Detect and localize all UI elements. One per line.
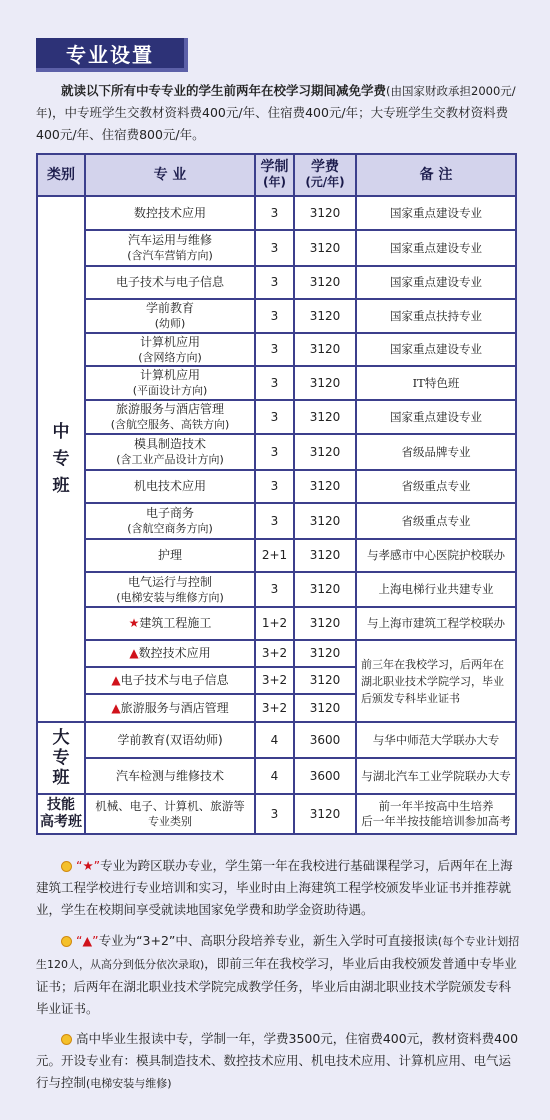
fee-cell: 3120 xyxy=(294,366,356,400)
header-category: 类别 xyxy=(37,154,85,196)
note-cell: 与湖北汽车工业学院联办大专 xyxy=(356,758,516,794)
major-name: 电子技术与电子信息 xyxy=(120,673,229,687)
major-name: 模具制造技术 xyxy=(133,437,206,451)
major-cell xyxy=(85,196,255,230)
fee-cell: 3120 xyxy=(294,299,356,333)
years-cell: 4 xyxy=(255,758,294,794)
years-cell: 3+2 xyxy=(255,640,294,667)
note-cell: 上海电梯行业共建专业 xyxy=(356,572,516,607)
years-cell: 4 xyxy=(255,722,294,758)
table-row xyxy=(37,640,516,667)
major-cell xyxy=(85,758,255,794)
note-cell: 国家重点建设专业 xyxy=(356,333,516,366)
merged-note-cell: 前三年在我校学习，后两年在湖北职业技术学院学习，毕业后颁发专科毕业证书 xyxy=(356,640,516,722)
major-name: 学前教育 xyxy=(145,301,194,315)
major-name: 旅游服务与酒店管理 xyxy=(115,402,224,416)
star-mark: “★” xyxy=(76,858,101,873)
major-name: 学前教育(双语幼师) xyxy=(117,732,223,747)
header-note: 备 注 xyxy=(356,154,516,196)
note-cell: 省级重点专业 xyxy=(356,503,516,539)
fee-cell: 3120 xyxy=(294,539,356,572)
mark-icon: ▲ xyxy=(129,646,139,660)
major-table xyxy=(36,153,517,835)
years-cell: 3 xyxy=(255,503,294,539)
major-cell xyxy=(85,366,255,400)
table-row xyxy=(37,758,516,794)
fee-cell: 3120 xyxy=(294,607,356,640)
years-cell: 3 xyxy=(255,794,294,834)
years-cell: 3 xyxy=(255,266,294,299)
table-row xyxy=(37,333,516,366)
note-cell: 与上海市建筑工程学校联办 xyxy=(356,607,516,640)
intro-small: (由国家财政承担2000元/年) xyxy=(36,84,516,120)
table-row xyxy=(37,470,516,503)
note-cell: 国家重点建设专业 xyxy=(356,400,516,434)
note-cell: IT特色班 xyxy=(356,366,516,400)
fee-cell: 3120 xyxy=(294,470,356,503)
note-cell: 国家重点建设专业 xyxy=(356,196,516,230)
major-name: 计算机应用 xyxy=(139,334,200,349)
note-cell: 与孝感市中心医院护校联办 xyxy=(356,539,516,572)
major-cell xyxy=(85,794,255,834)
major-sub: (平面设计方向) xyxy=(132,384,208,397)
bullet-icon xyxy=(61,936,72,947)
fee-cell: 3120 xyxy=(294,572,356,607)
table-row xyxy=(37,572,516,607)
major-name: 计算机应用 xyxy=(139,368,200,382)
years-cell: 3 xyxy=(255,299,294,333)
fee-cell: 3120 xyxy=(294,266,356,299)
note-cell: 省级品牌专业 xyxy=(356,434,516,470)
major-cell xyxy=(85,722,255,758)
table-row xyxy=(37,266,516,299)
category-dazhuan: 大 专 班 xyxy=(37,722,85,794)
years-cell: 3 xyxy=(255,366,294,400)
note-cell: 省级重点专业 xyxy=(356,470,516,503)
fee-cell: 3120 xyxy=(294,640,356,667)
major-sub: (电梯安装与维修方向) xyxy=(116,590,224,604)
major-cell xyxy=(85,607,255,640)
category-jineng: 技能 高考班 xyxy=(37,794,85,834)
major-sub: (含网络方向) xyxy=(138,350,202,364)
major-name: 旅游服务与酒店管理 xyxy=(120,700,229,715)
table-row xyxy=(37,400,516,434)
major-cell xyxy=(85,333,255,366)
bullet-icon xyxy=(61,861,72,872)
note-cell: 国家重点扶持专业 xyxy=(356,299,516,333)
star-text: 专业为跨区联办专业，学生第一年在我校进行基础课程学习，后两年在上海建筑工程学校进行专业培训和实习，毕业时由上海建筑工程学校颁发毕业证书并推荐就业，学生在校期间享受就读地国家免学费和助学金资助待遇。 xyxy=(36,858,513,917)
intro-bold: 就读以下所有中专专业的学生前两年在校学习期间减免学费 xyxy=(61,83,387,98)
header-major: 专 业 xyxy=(85,154,255,196)
table-row xyxy=(37,366,516,400)
footnote-highschool xyxy=(36,1028,520,1095)
note-cell: 国家重点建设专业 xyxy=(356,230,516,266)
highschool-text: 高中毕业生报读中专，学制一年，学费3500元，住宿费400元，教材资料费400元。开设专业有：模具制造技术、数控技术应用、机电技术应用、计算机应用、电气运行与控制 xyxy=(36,1031,519,1090)
major-cell xyxy=(85,470,255,503)
years-cell: 3 xyxy=(255,196,294,230)
triangle-text-2: ，即前三年在我校学习，毕业后由我校颁发普通中专毕业证书；后两年在湖北职业技术学院完成教学任务，毕业后由湖北职业技术学院颁发专科毕业证书。 xyxy=(36,956,517,1016)
mark-icon: ★ xyxy=(128,616,140,630)
major-sub: (幼师) xyxy=(154,317,186,330)
years-cell: 2+1 xyxy=(255,539,294,572)
category-zhongzhuan: 中 专 班 xyxy=(37,196,85,722)
major-sub: 专业类别 xyxy=(148,815,192,828)
major-name: 数控技术应用 xyxy=(138,646,211,660)
table-row xyxy=(37,434,516,470)
table-row xyxy=(37,607,516,640)
major-cell xyxy=(85,572,255,607)
major-name: 电气运行与控制 xyxy=(127,574,212,589)
mark-icon: ▲ xyxy=(111,673,121,687)
triangle-small: (每个专业计划招生120人，从高分到低分依次录取) xyxy=(36,935,520,971)
fee-cell: 3120 xyxy=(294,196,356,230)
table-row xyxy=(37,503,516,539)
table-row xyxy=(37,539,516,572)
major-cell xyxy=(85,694,255,722)
footnote-triangle xyxy=(36,930,520,1020)
note-cell: 国家重点建设专业 xyxy=(356,266,516,299)
intro-rest: ，中专班学生交教材资料费400元/年、住宿费400元/年；大专班学生交教材资料费400元/年、住宿费800元/年。 xyxy=(36,105,509,142)
major-cell xyxy=(85,230,255,266)
fee-cell: 3120 xyxy=(294,503,356,539)
table-row xyxy=(37,794,516,834)
years-cell: 3 xyxy=(255,230,294,266)
major-name: 护理 xyxy=(157,548,182,562)
major-sub: (含航空服务、高铁方向) xyxy=(110,418,230,431)
fee-cell: 3120 xyxy=(294,667,356,694)
mark-icon: ▲ xyxy=(111,700,121,715)
fee-cell: 3120 xyxy=(294,794,356,834)
highschool-small: (电梯安装与维修) xyxy=(86,1077,172,1090)
note-cell: 与华中师范大学联办大专 xyxy=(356,722,516,758)
major-sub: (含汽车营销方向) xyxy=(127,249,213,262)
major-name: 汽车检测与维修技术 xyxy=(115,768,224,783)
major-cell xyxy=(85,266,255,299)
fee-cell: 3120 xyxy=(294,434,356,470)
header-fee: 学费 (元/年) xyxy=(294,154,356,196)
fee-cell: 3600 xyxy=(294,722,356,758)
years-cell: 3 xyxy=(255,333,294,366)
major-cell xyxy=(85,667,255,694)
major-sub: (含航空商务方向) xyxy=(127,522,213,535)
major-cell xyxy=(85,539,255,572)
years-cell: 3 xyxy=(255,400,294,434)
triangle-mark: “▲” xyxy=(76,933,99,948)
fee-cell: 3120 xyxy=(294,230,356,266)
triangle-text-1: 专业为“3+2”中、高职分段培养专业，新生入学时可直接报读 xyxy=(98,933,438,948)
major-name: 电子商务 xyxy=(145,506,194,520)
table-row xyxy=(37,230,516,266)
page-title: 专业设置 xyxy=(36,38,188,72)
years-cell: 3+2 xyxy=(255,667,294,694)
major-cell xyxy=(85,503,255,539)
major-cell xyxy=(85,400,255,434)
major-name: 机械、电子、计算机、旅游等 xyxy=(95,799,245,813)
major-name: 建筑工程施工 xyxy=(139,616,212,630)
table-row xyxy=(37,299,516,333)
years-cell: 3 xyxy=(255,572,294,607)
fee-cell: 3120 xyxy=(294,400,356,434)
years-cell: 3 xyxy=(255,434,294,470)
fee-cell: 3120 xyxy=(294,333,356,366)
major-cell xyxy=(85,299,255,333)
intro-paragraph xyxy=(36,80,518,145)
header-years: 学制 (年) xyxy=(255,154,294,196)
major-cell xyxy=(85,640,255,667)
major-name: 电子技术与电子信息 xyxy=(115,275,224,289)
years-cell: 3 xyxy=(255,470,294,503)
table-row xyxy=(37,196,516,230)
footnote-star xyxy=(36,855,520,921)
major-name: 汽车运用与维修 xyxy=(127,233,212,247)
table-row xyxy=(37,722,516,758)
major-name: 机电技术应用 xyxy=(133,479,206,493)
table-header-row xyxy=(37,154,516,196)
fee-cell: 3600 xyxy=(294,758,356,794)
major-sub: (含工业产品设计方向) xyxy=(116,453,224,466)
years-cell: 1+2 xyxy=(255,607,294,640)
bullet-icon xyxy=(61,1034,72,1045)
fee-cell: 3120 xyxy=(294,694,356,722)
years-cell: 3+2 xyxy=(255,694,294,722)
major-name: 数控技术应用 xyxy=(133,205,206,220)
major-cell xyxy=(85,434,255,470)
note-cell: 前一年半按高中生培养 后一年半按技能培训参加高考 xyxy=(356,794,516,834)
